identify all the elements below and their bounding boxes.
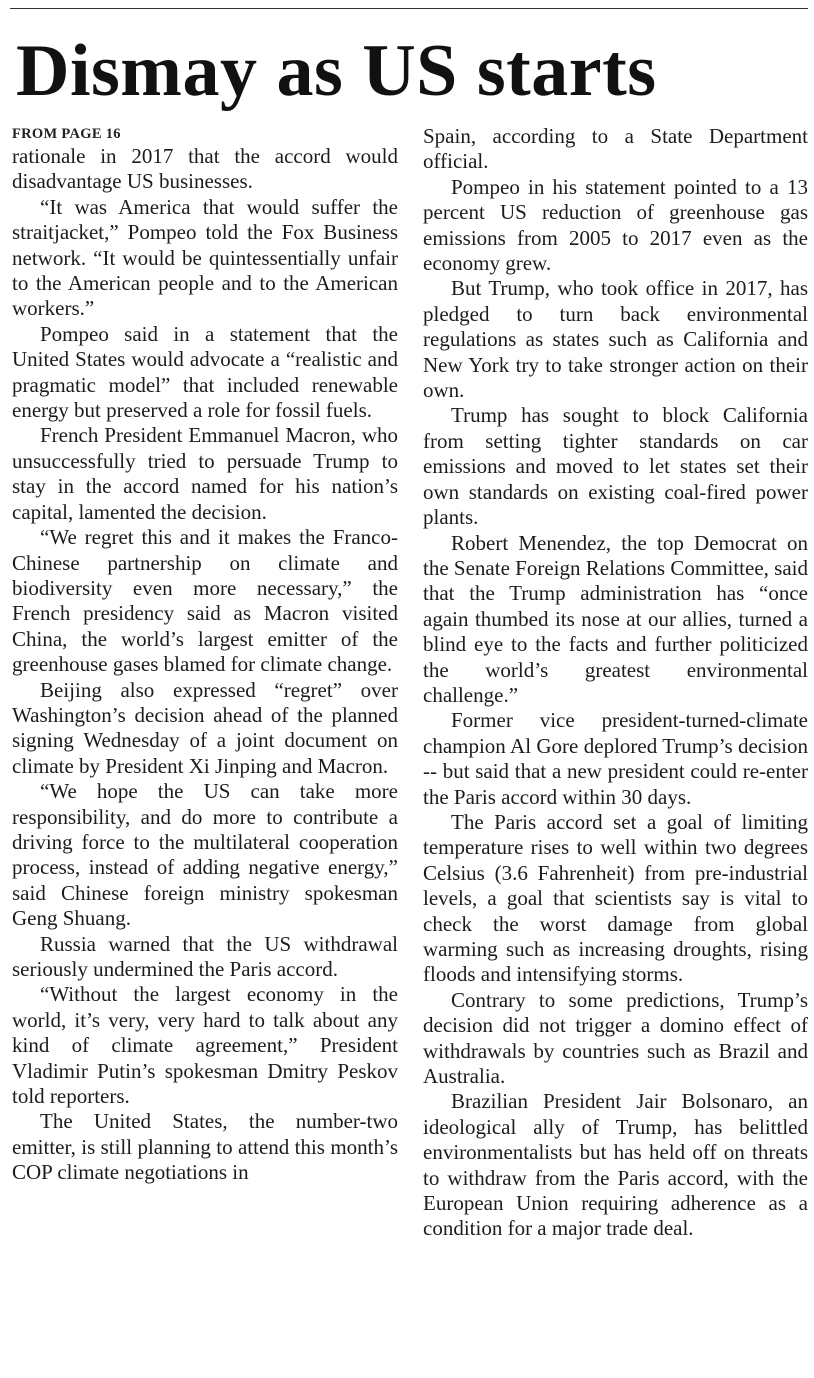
- paragraph: “We regret this and it makes the Franco-Chinese partnership on climate and biodiversity even more necessary,” the French presidency said as Macron visited China, the world’s largest emitter of the greenhouse gases blamed for climate change.: [12, 525, 398, 677]
- paragraph: Contrary to some predictions, Trump’s decision did not trigger a domino effect of withdrawals by countries such as Brazil and Australia.: [423, 987, 808, 1089]
- paragraph: But Trump, who took office in 2017, has pledged to turn back environmental regulations as states such as California and New York try to take stronger action on their own.: [423, 276, 808, 403]
- paragraph: Spain, according to a State Department official.: [423, 124, 808, 174]
- paragraph: Robert Menendez, the top Democrat on the Senate Foreign Relations Committee, said that the Trump administration has “once again thumbed its nose at our allies, turned a blind eye to the facts and further politicized the world’s greatest environmental challenge.”: [423, 530, 808, 707]
- paragraph: Brazilian President Jair Bolsonaro, an ideological ally of Trump, has belittled environmentalists but has held off on threats to withdraw from the Paris accord, with the European Union requiring adherence as a condition for a major trade deal.: [423, 1089, 808, 1241]
- left-column: [12, 124, 398, 1186]
- paragraph: The United States, the number-two emitter, is still planning to attend this month’s COP climate negotiations in: [12, 1109, 398, 1185]
- paragraph: “Without the largest economy in the world, it’s very, very hard to talk about any kind of climate agreement,” President Vladimir Putin’s spokesman Dmitry Peskov told reporters.: [12, 982, 398, 1109]
- paragraph: Pompeo in his statement pointed to a 13 percent US reduction of greenhouse gas emissions from 2005 to 2017 even as the economy grew.: [423, 174, 808, 276]
- top-rule: [10, 8, 808, 9]
- paragraph: Former vice president-turned-climate champion Al Gore deplored Trump’s decision -- but said that a new president could re-enter the Paris accord within 30 days.: [423, 708, 808, 809]
- paragraph: French President Emmanuel Macron, who unsuccessfully tried to persuade Trump to stay in the accord named for his nation’s capital, lamented the decision.: [12, 423, 398, 524]
- paragraph: Beijing also expressed “regret” over Washington’s decision ahead of the planned signing Wednesday of a joint document on climate by President Xi Jinping and Macron.: [12, 677, 398, 778]
- paragraph: “We hope the US can take more responsibility, and do more to contribute a driving force to the multilateral cooperation process, instead of adding negative energy,” said Chinese foreign ministry spokesman Geng Shuang.: [12, 779, 398, 931]
- paragraph: “It was America that would suffer the straitjacket,” Pompeo told the Fox Business network. “It would be quintessentially unfair to the American people and to the American workers.”: [12, 194, 398, 321]
- right-column: [423, 124, 808, 1242]
- paragraph: The Paris accord set a goal of limiting temperature rises to well within two degrees Celsius (3.6 Fahrenheit) from pre-industrial levels, a goal that scientists say is vital to check the worst damage from global warming such as increasing droughts, rising floods and intensifying storms.: [423, 809, 808, 987]
- continued-from-label: FROM PAGE 16: [12, 126, 121, 142]
- paragraph: Trump has sought to block California from setting tighter standards on car emissions and moved to let states set their own standards on existing coal-fired power plants.: [423, 403, 808, 530]
- headline: Dismay as US starts: [16, 30, 657, 112]
- paragraph: rationale in 2017 that the accord would disadvantage US businesses.: [12, 144, 398, 194]
- paragraph: Pompeo said in a statement that the United States would advocate a “realistic and pragmatic model” that included renewable energy but preserved a role for fossil fuels.: [12, 321, 398, 423]
- paragraph: Russia warned that the US withdrawal seriously undermined the Paris accord.: [12, 931, 398, 981]
